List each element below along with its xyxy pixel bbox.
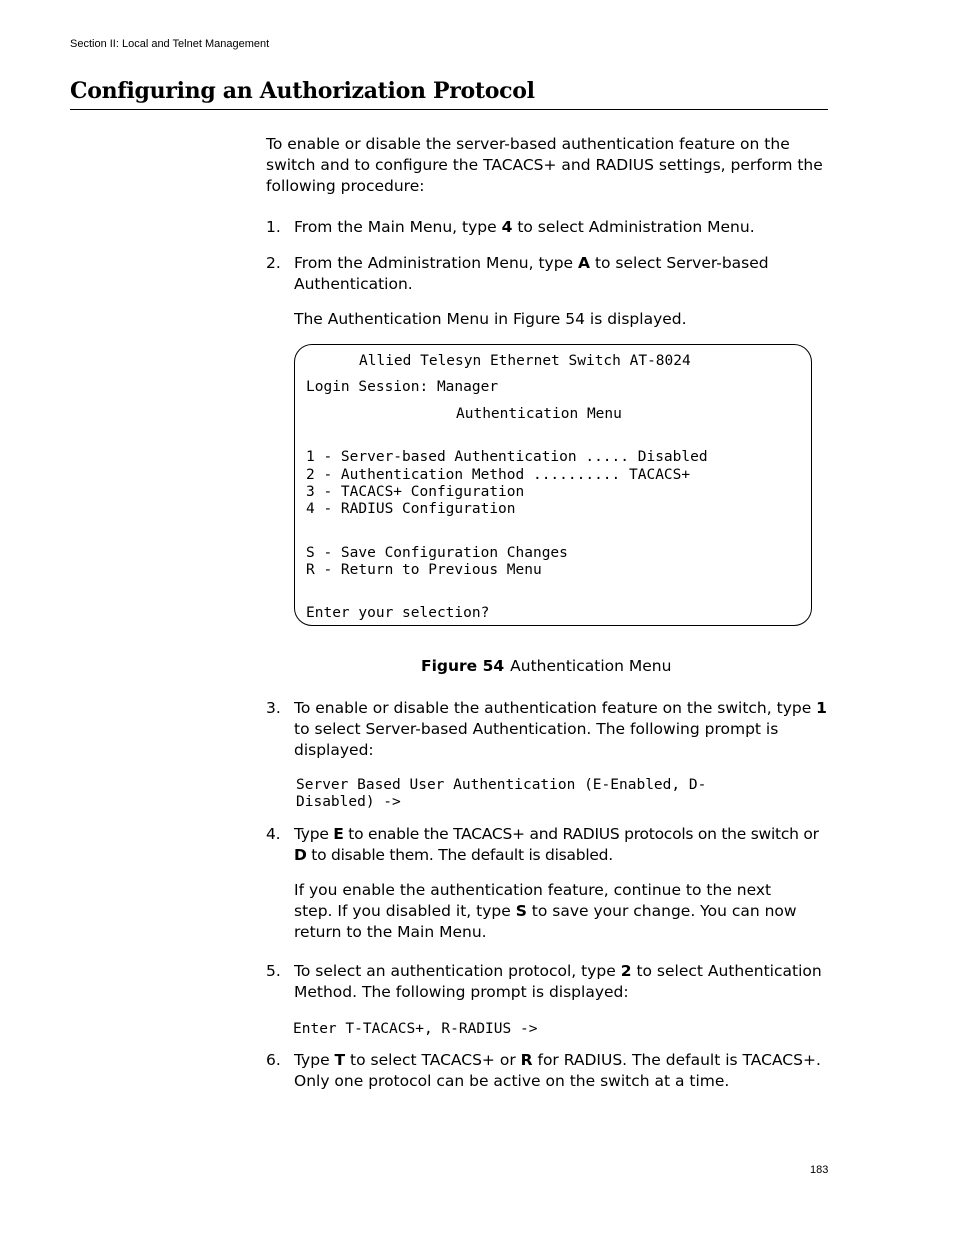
terminal-option-4: 4 - RADIUS Configuration [306,501,516,517]
terminal-screen [294,344,812,626]
key-label: T [334,1051,346,1069]
step-1 [266,217,832,238]
step-3 [266,698,832,761]
intro-paragraph: To enable or disable the server-based authentication feature on the switch and to configure the TACACS+ and RADIUS settings, perform the following procedure: [266,135,823,195]
key-label: 4 [501,218,513,236]
running-header: Section II: Local and Telnet Management [70,38,270,50]
key-label: S [515,902,527,920]
step-number: 3. [266,699,281,717]
step-5 [266,961,832,1003]
step-text: From the Administration Menu, type A to select Server-based Authentication. [294,254,769,293]
title-rule [70,109,828,110]
step-number: 6. [266,1051,281,1069]
key-label: E [333,825,344,843]
terminal-menu-title: Authentication Menu [456,406,622,422]
key-label: 1 [816,699,827,717]
step-4-note: If you enable the authentication feature, continue to the next step. If you disabled it, type S to save your change. You can now return to the Main Menu. [294,881,797,941]
terminal-prompt: Enter your selection? [306,605,490,621]
step-3-code-line-2: Disabled) -> [296,794,401,810]
key-label: D [294,846,307,864]
step-text: From the Main Menu, type 4 to select Administration Menu. [294,218,755,236]
step-number: 5. [266,962,281,980]
figure-caption-text: Authentication Menu [510,657,672,675]
page-number: 183 [810,1164,829,1176]
terminal-action-save: S - Save Configuration Changes [306,545,568,561]
step-text: To enable or disable the authentication feature on the switch, type 1 to select Server-based Authentication. The following prompt is displayed: [294,699,827,759]
step-5-code: Enter T-TACACS+, R-RADIUS -> [293,1021,538,1037]
terminal-option-1: 1 - Server-based Authentication ..... Disabled [306,449,708,465]
step-6 [266,1050,832,1092]
terminal-action-return: R - Return to Previous Menu [306,562,542,578]
figure-label: Figure 54 [421,657,505,675]
terminal-option-3: 3 - TACACS+ Configuration [306,484,525,500]
step-number: 4. [266,825,281,843]
step-2-note: The Authentication Menu in Figure 54 is displayed. [294,310,687,328]
step-text: Type E to enable the TACACS+ and RADIUS protocols on the switch or D to disable them. The default is disabled. [294,825,819,864]
key-label: 2 [620,962,632,980]
step-text: Type T to select TACACS+ or R for RADIUS. The default is TACACS+. Only one protocol can be active on the switch at a time. [294,1051,821,1090]
figure-caption [421,657,671,675]
key-label: A [578,254,591,272]
step-number: 2. [266,254,281,272]
terminal-title: Allied Telesyn Ethernet Switch AT-8024 [359,353,691,369]
terminal-option-2: 2 - Authentication Method .......... TACACS+ [306,467,691,483]
step-4 [266,824,832,866]
step-2 [266,253,832,295]
key-label: R [520,1051,533,1069]
terminal-login: Login Session: Manager [306,379,499,395]
step-text: To select an authentication protocol, type 2 to select Authentication Method. The following prompt is displayed: [294,962,822,1001]
step-number: 1. [266,218,281,236]
page-title: Configuring an Authorization Protocol [70,78,535,104]
step-3-code-line-1: Server Based User Authentication (E-Enabled, D- [296,777,707,793]
